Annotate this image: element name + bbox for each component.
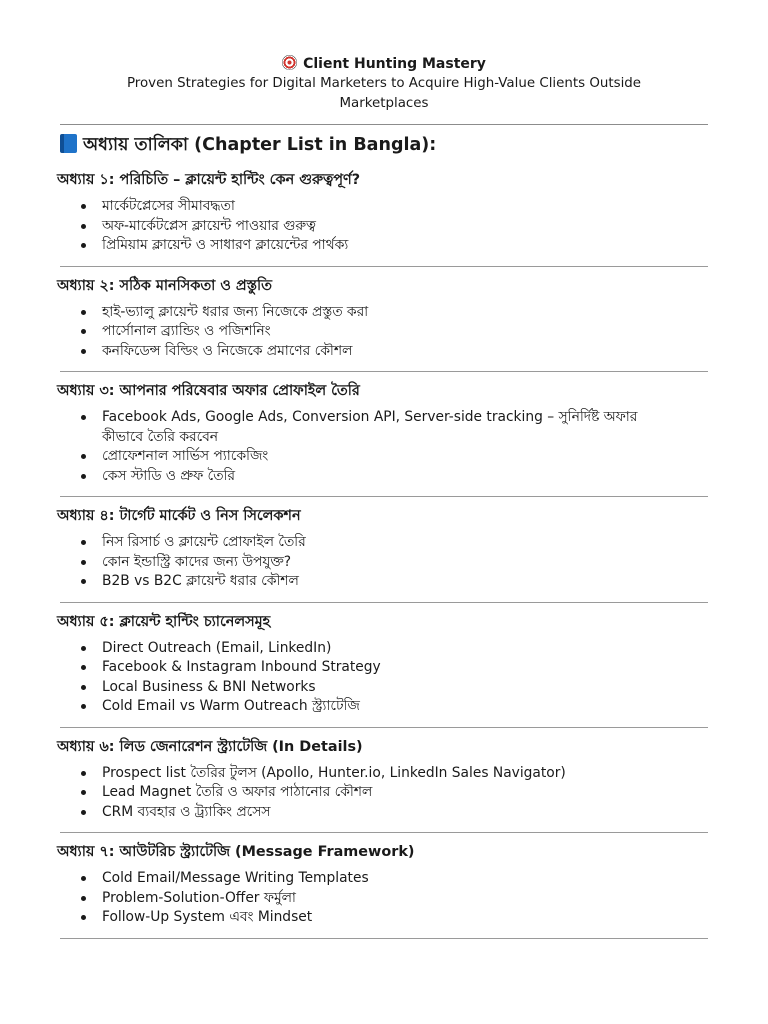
chapter-title: অধ্যায় ৬: লিড জেনারেশন স্ট্র্যাটেজি (In Details) (57, 738, 363, 755)
list-item: হাই-ভ্যালু ক্লায়েন্ট ধরার জন্য নিজেকে প্রস্তুত করা (57, 303, 682, 323)
chapter-section (57, 275, 768, 362)
chapter-title: অধ্যায় ২: সঠিক মানসিকতা ও প্রস্তুতি (57, 277, 272, 294)
list-item: B2B vs B2C ক্লায়েন্ট ধরার কৌশল (57, 572, 682, 592)
chapter-divider (60, 832, 708, 833)
chapter-divider (60, 938, 708, 939)
chapter-title: অধ্যায় ৭: আউটরিচ স্ট্র্যাটেজি (Message Framework) (57, 844, 415, 860)
chapter-divider (60, 727, 708, 728)
list-item: কোন ইন্ডাস্ট্রি কাদের জন্য উপযুক্ত? (57, 553, 682, 573)
list-item: Lead Magnet তৈরি ও অফার পাঠানোর কৌশল (57, 783, 682, 803)
chapter-section (57, 736, 768, 823)
chapter-divider (60, 496, 708, 497)
chapter-topic-list (57, 764, 768, 823)
document-subtitle: Proven Strategies for Digital Marketers to Acquire High-Value Clients Outside Marketplaces (126, 76, 642, 111)
chapter-topic-list (57, 303, 768, 362)
list-item: Follow-Up System এবং Mindset (57, 908, 682, 928)
list-item: প্রোফেশনাল সার্ভিস প্যাকেজিং (57, 447, 682, 467)
list-item: Prospect list তৈরির টুলস (Apollo, Hunter.io, LinkedIn Sales Navigator) (57, 764, 682, 784)
document-title-text: Client Hunting Mastery (303, 56, 486, 72)
chapter-divider (60, 371, 708, 372)
chapter-divider (60, 266, 708, 267)
list-item: Cold Email vs Warm Outreach স্ট্র্যাটেজি (57, 697, 682, 717)
list-item: প্রিমিয়াম ক্লায়েন্ট ও সাধারণ ক্লায়েন্টের পার্থক্য (57, 236, 682, 256)
toc-heading-text: অধ্যায় তালিকা (Chapter List in Bangla): (83, 135, 437, 155)
chapter-section (57, 841, 768, 928)
target-icon (282, 55, 297, 70)
list-item: পার্সোনাল ব্র্যান্ডিং ও পজিশনিং (57, 322, 682, 342)
list-item: Cold Email/Message Writing Templates (57, 869, 682, 889)
list-item: মার্কেটপ্লেসের সীমাবদ্ধতা (57, 197, 682, 217)
chapter-title: অধ্যায় ৫: ক্লায়েন্ট হান্টিং চ্যানেলসমূহ (57, 613, 271, 630)
list-item: Local Business & BNI Networks (57, 678, 682, 698)
chapter-topic-list (57, 408, 768, 486)
chapter-section (57, 611, 768, 717)
document-header (0, 0, 768, 114)
chapter-topic-list (57, 197, 768, 256)
list-item: CRM ব্যবহার ও ট্র্যাকিং প্রসেস (57, 803, 682, 823)
list-item: নিস রিসার্চ ও ক্লায়েন্ট প্রোফাইল তৈরি (57, 533, 682, 553)
list-item: Direct Outreach (Email, LinkedIn) (57, 639, 682, 659)
list-item: Problem-Solution-Offer ফর্মুলা (57, 889, 682, 909)
chapter-title: অধ্যায় ৪: টার্গেট মার্কেট ও নিস সিলেকশন (57, 508, 301, 524)
chapter-topic-list (57, 869, 768, 928)
list-item: Facebook Ads, Google Ads, Conversion API, Server-side tracking – সুনির্দিষ্ট অফার কীভাবে তৈরি করবেন (57, 408, 682, 447)
list-item: অফ-মার্কেটপ্লেস ক্লায়েন্ট পাওয়ার গুরুত্ব (57, 217, 682, 237)
document-title (0, 54, 768, 74)
blue-book-icon (60, 134, 77, 153)
list-item: কনফিডেন্স বিল্ডিং ও নিজেকে প্রমাণের কৌশল (57, 342, 682, 362)
list-item: Facebook & Instagram Inbound Strategy (57, 658, 682, 678)
toc-heading (60, 131, 768, 159)
chapter-divider (60, 602, 708, 603)
chapter-section (57, 169, 768, 256)
chapter-section (57, 380, 768, 486)
header-divider (60, 124, 708, 125)
list-item: কেস স্টাডি ও প্রুফ তৈরি (57, 467, 682, 487)
chapter-title: অধ্যায় ১: পরিচিতি – ক্লায়েন্ট হান্টিং কেন গুরুত্বপূর্ণ? (57, 172, 361, 188)
chapter-title: অধ্যায় ৩: আপনার পরিষেবার অফার প্রোফাইল তৈরি (57, 383, 360, 399)
chapter-topic-list (57, 639, 768, 717)
chapter-list (0, 169, 768, 939)
chapter-section (57, 505, 768, 592)
chapter-topic-list (57, 533, 768, 592)
